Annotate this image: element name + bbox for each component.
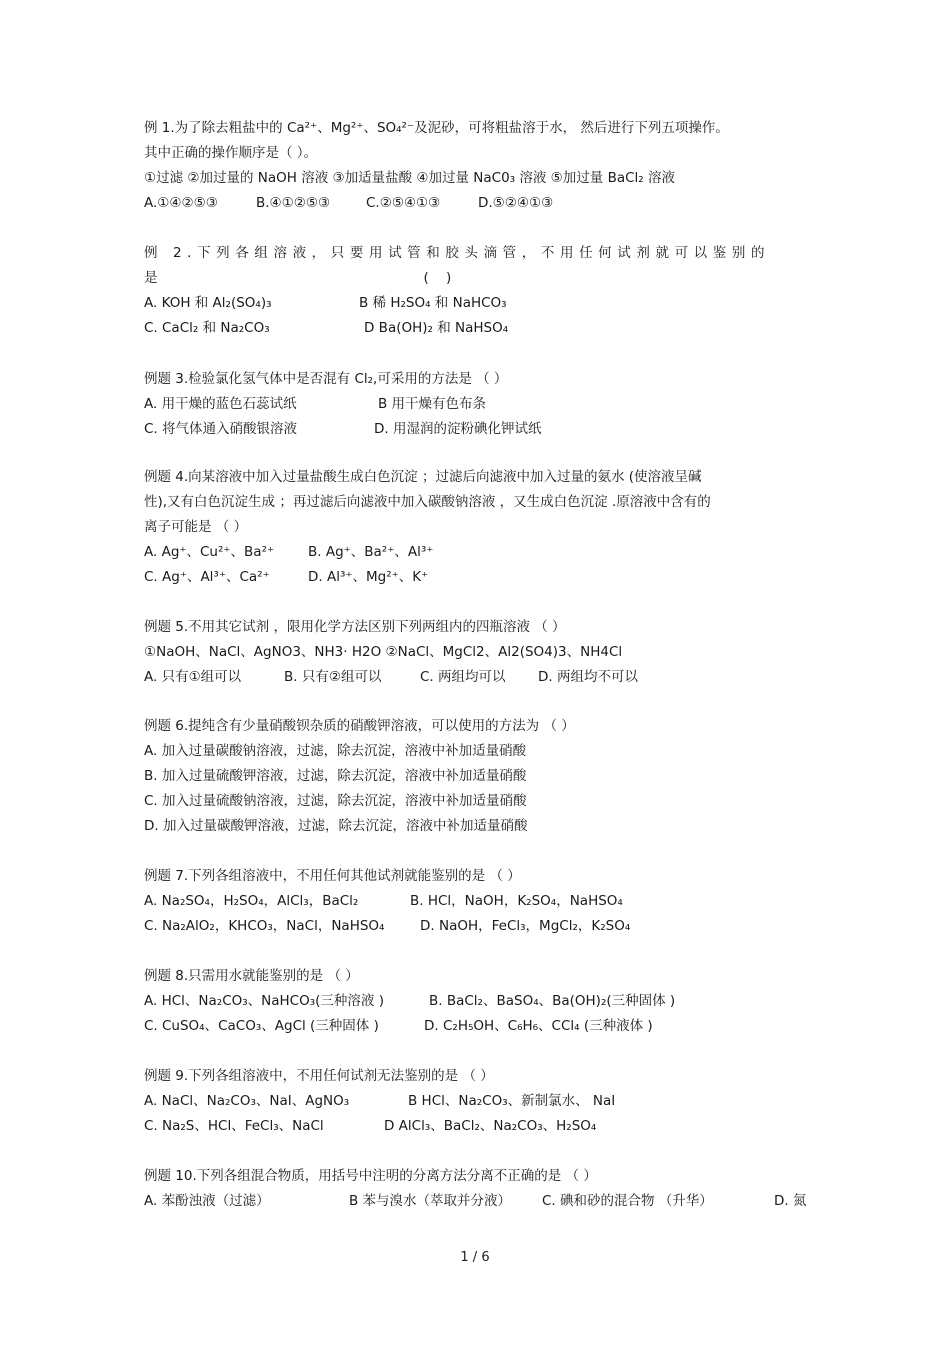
option-d: D. 两组均不可以 [538,669,638,685]
option-d: D. C₂H₅OH、C₆H₆、CCl₄ (三种液体 ) [424,1018,653,1034]
option-a: A. 苯酚浊液（过滤） [144,1193,270,1209]
option-c: C. Na₂AlO₂，KHCO₃，NaCl，NaHSO₄ [144,918,385,934]
question-text: 例 1.为了除去粗盐中的 Ca²⁺、Mg²⁺、SO₄²⁻及泥砂，可将粗盐溶于水， 然后进行下列五项操作。 [144,120,729,136]
option-row [144,417,816,442]
question-3 [144,367,816,442]
option-row [144,392,816,417]
option-b: B 用干燥有色布条 [378,396,487,412]
option-d: D. Al³⁺、Mg²⁺、K⁺ [308,569,429,585]
question-text: ①过滤 ②加过量的 NaOH 溶液 ③加适量盐酸 ④加过量 NaC0₃ 溶液 ⑤加过量 BaCl₂ 溶液 [144,170,675,186]
option-c: C. Ag⁺、Al³⁺、Ca²⁺ [144,569,270,585]
question-text: 例题 6.提纯含有少量硝酸钡杂质的硝酸钾溶液，可以使用的方法为 （ ） [144,718,575,734]
option-a: A. 只有①组可以 [144,669,242,685]
option-d: D. 氮 [774,1193,807,1209]
option-d: D. NaOH，FeCl₃，MgCl₂，K₂SO₄ [420,918,631,934]
option-a: A. Na₂SO₄，H₂SO₄，AlCl₃，BaCl₂ [144,893,359,909]
question-8 [144,964,816,1039]
question-7 [144,864,816,939]
option-row [144,665,816,690]
option-c: C. 碘和砂的混合物 （升华） [542,1193,713,1209]
option-row [144,316,816,341]
option-b: B HCl、Na₂CO₃、新制氯水、 NaI [408,1093,616,1109]
question-5 [144,615,816,690]
option-row [144,914,816,939]
option-c: C. 加入过量硫酸钠溶液，过滤，除去沉淀，溶液中补加适量硝酸 [144,793,527,809]
option-d: D AlCl₃、BaCl₂、Na₂CO₃、H₂SO₄ [384,1118,597,1134]
question-text: 其中正确的操作顺序是（ ）。 [144,145,318,161]
question-6 [144,714,816,839]
option-c: C. Na₂S、HCl、FeCl₃、NaCl [144,1118,324,1134]
question-text: 例题 3.检验氯化氢气体中是否混有 Cl₂,可采用的方法是 （ ） [144,371,508,387]
question-text: 例 2.下列各组溶液，只要用试管和胶头滴管，不用任何试剂就可以鉴别的 [144,245,771,261]
question-text: 例题 4.向某溶液中加入过量盐酸生成白色沉淀 ；过滤后向滤液中加入过量的氨水 (使溶液呈碱 [144,469,702,485]
option-row [144,1014,816,1039]
question-text: 性),又有白色沉淀生成 ；再过滤后向滤液中加入碳酸钠溶液 ，又生成白色沉淀 .原溶液中含有的 [144,494,711,510]
option-d: D. 用湿润的淀粉碘化钾试纸 [374,421,542,437]
question-text: 离子可能是 （ ） [144,519,248,535]
option-c: C. 两组均可以 [420,669,506,685]
page-number: 1 / 6 [460,1250,490,1265]
option-a: A. Ag⁺、Cu²⁺、Ba²⁺ [144,544,275,560]
option-b: B. Ag⁺、Ba²⁺、Al³⁺ [308,544,434,560]
option-b: B. HCl，NaOH，K₂SO₄，NaHSO₄ [410,893,623,909]
option-a: A.①④②⑤③ [144,195,218,211]
option-row [144,291,816,316]
option-b: B 稀 H₂SO₄ 和 NaHCO₃ [359,295,507,311]
option-a: A. 用干燥的蓝色石蕊试纸 [144,396,297,412]
question-text: 例题 8.只需用水就能鉴别的是 （ ） [144,968,359,984]
option-c: C.②⑤④①③ [366,195,441,211]
question-text: 例题 10.下列各组混合物质，用括号中注明的分离方法分离不正确的是 （ ） [144,1168,597,1184]
option-row [144,889,816,914]
option-row [144,1089,816,1114]
question-2 [144,241,816,341]
option-a: A. KOH 和 Al₂(SO₄)₃ [144,295,272,311]
option-d: D.⑤②④①③ [478,195,554,211]
question-text: 是 ( ) [144,270,452,286]
question-9 [144,1064,816,1139]
option-row [144,191,816,216]
option-row [144,540,816,565]
option-row [144,565,816,590]
question-text: 例题 5.不用其它试剂 ，限用化学方法区别下列两组内的四瓶溶液 （ ） [144,619,566,635]
question-10 [144,1164,816,1214]
option-b: B. BaCl₂、BaSO₄、Ba(OH)₂(三种固体 ) [429,993,676,1009]
question-text: 例题 7.下列各组溶液中，不用任何其他试剂就能鉴别的是 （ ） [144,868,521,884]
question-4 [144,465,816,590]
option-b: B.④①②⑤③ [256,195,331,211]
option-a: A. HCl、Na₂CO₃、NaHCO₃(三种溶液 ) [144,993,384,1009]
option-c: C. CuSO₄、CaCO₃、AgCl (三种固体 ) [144,1018,379,1034]
option-b: B 苯与溴水（萃取并分液） [349,1193,512,1209]
option-row [144,1189,816,1214]
option-c: C. CaCl₂ 和 Na₂CO₃ [144,320,270,336]
question-1 [144,116,816,216]
option-c: C. 将气体通入硝酸银溶液 [144,421,298,437]
question-text: ①NaOH、NaCl、AgNO3、NH3· H2O ②NaCl、MgCl2、Al2(SO4)3、NH4Cl [144,644,623,660]
option-a: A. 加入过量碳酸钠溶液，过滤，除去沉淀，溶液中补加适量硝酸 [144,743,527,759]
option-row [144,1114,816,1139]
option-d: D. 加入过量碳酸钾溶液，过滤，除去沉淀，溶液中补加适量硝酸 [144,818,528,834]
option-b: B. 加入过量硫酸钾溶液，过滤，除去沉淀，溶液中补加适量硝酸 [144,768,527,784]
option-b: B. 只有②组可以 [284,669,382,685]
option-a: A. NaCl、Na₂CO₃、NaI、AgNO₃ [144,1093,350,1109]
question-text: 例题 9.下列各组溶液中，不用任何试剂无法鉴别的是 （ ） [144,1068,494,1084]
option-d: D Ba(OH)₂ 和 NaHSO₄ [364,320,509,336]
option-row [144,989,816,1014]
